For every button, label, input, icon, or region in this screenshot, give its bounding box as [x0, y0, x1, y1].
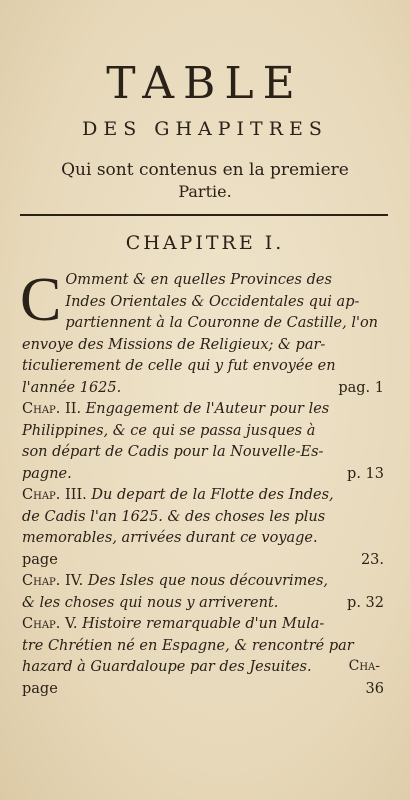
- entry-line: memorables, arrivées durant ce voyage.: [22, 530, 318, 546]
- entry-line: Philippines, & ce qui se passa jusques à: [22, 422, 316, 439]
- catchword: Cha-: [348, 658, 380, 674]
- chapter-label: Chap. IV.: [22, 573, 84, 589]
- entry-line: Du depart de la Flotte des Indes,: [91, 487, 334, 503]
- entry-line: & les choses qui nous y arriverent.: [22, 594, 279, 611]
- entry-line: Omment & en quelles Provinces des: [65, 272, 332, 288]
- chapter-label: Chap. V.: [22, 616, 78, 632]
- entry-line: l'année 1625.: [22, 379, 122, 396]
- table-of-contents: [20, 266, 384, 700]
- subtitle-line-2: Partie.: [178, 182, 232, 201]
- entry-line: ticulierement de celle qui y fut envoyée en: [22, 358, 336, 374]
- page-title: TABLE: [106, 58, 304, 109]
- page-number: 23.: [360, 551, 384, 568]
- entry-line: Indes Orientales & Occidentales qui ap-: [65, 293, 360, 310]
- page-subtitle: DES GHAPITRES: [82, 118, 328, 140]
- entry-line: son départ de Cadis pour la Nouvelle-Es-: [22, 444, 324, 460]
- page-number: p. 32: [347, 594, 384, 611]
- entry-line: pagne.: [22, 465, 72, 482]
- horizontal-rule: [20, 214, 388, 216]
- drop-cap: C: [20, 266, 62, 334]
- toc-entry: [22, 485, 384, 571]
- entry-line: partiennent à la Couronne de Castille, l'on: [65, 315, 379, 331]
- entry-line: Engagement de l'Auteur pour les: [85, 401, 330, 417]
- entry-line: hazard à Guardaloupe par des Jesuites.: [22, 659, 312, 675]
- entry-line: tre Chrétien né en Espagne, & rencontré par: [22, 637, 354, 654]
- entry-line: page: [22, 551, 58, 568]
- toc-entry: [20, 266, 384, 399]
- entry-line: Des Isles que nous découvrimes,: [87, 573, 329, 589]
- page-number: p. 13: [347, 465, 384, 482]
- entry-line: envoye des Missions de Religieux; & par-: [22, 336, 326, 353]
- subtitle-line-1: Qui sont contenus en la premiere: [61, 160, 349, 180]
- chapter-label: Chap. II.: [22, 401, 82, 417]
- entry-line: Histoire remarquable d'un Mula-: [82, 616, 325, 632]
- page-number: 36: [365, 680, 384, 697]
- chapter-label: Chap. III.: [22, 487, 87, 503]
- toc-entry: [22, 571, 384, 614]
- page-number: pag. 1: [338, 379, 384, 396]
- entry-line: de Cadis l'an 1625. & des choses les plus: [22, 508, 326, 525]
- entry-line: page: [22, 680, 58, 697]
- toc-entry: [22, 614, 384, 700]
- toc-entry: [22, 399, 384, 485]
- chapter-heading: CHAPITRE I.: [125, 232, 285, 254]
